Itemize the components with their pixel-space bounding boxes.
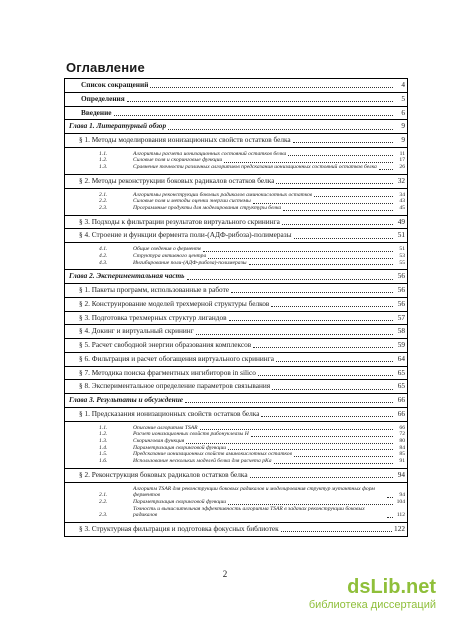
dot-leader [187, 279, 393, 280]
toc-entry-page: 6 [401, 107, 405, 117]
dot-leader [387, 517, 393, 518]
page-title: Оглавление [66, 60, 145, 75]
toc-entry-page: 94 [399, 492, 405, 499]
dot-leader [314, 196, 393, 197]
toc-row-sub [65, 253, 407, 260]
toc-entry-number: 1.2. [99, 157, 108, 164]
dot-leader [387, 497, 393, 498]
dot-leader [196, 334, 393, 335]
toc-entry-number: 1.5. [99, 451, 108, 458]
toc-entry-number: 1.1. [99, 150, 108, 157]
dot-leader [251, 436, 393, 437]
dot-leader [185, 402, 393, 403]
dot-leader [208, 258, 393, 259]
toc-row-sub [65, 422, 407, 432]
toc-entry-title: Алгоритм TSAR для реконструкции боковых радикалов и моделирования структур мутантных форм ферментов [133, 485, 375, 499]
toc-row-top [65, 93, 407, 107]
toc-row-section [65, 469, 407, 483]
toc-row-section [65, 408, 407, 422]
watermark-subtitle: библиотека диссертаций [308, 599, 436, 611]
toc-entry-number: 2.1. [99, 191, 108, 198]
toc-entry-page: 26 [399, 164, 405, 171]
toc-entry-title: Глава 3. Результаты и обсуждение [69, 396, 184, 405]
toc-entry-page: 84 [399, 444, 405, 451]
dot-leader [168, 129, 393, 130]
toc-entry-number: 2.2. [99, 198, 108, 205]
toc-entry-title: Алгоритмы расчета ионизационных состояний остатков белка [133, 150, 287, 157]
dot-leader [272, 389, 393, 390]
toc-row-top [65, 107, 407, 121]
dot-leader [288, 155, 393, 156]
dot-leader [276, 361, 393, 362]
toc-entry-page: 57 [397, 312, 405, 322]
toc-row-section [65, 523, 407, 537]
dot-leader [253, 203, 393, 204]
toc-entry-number: 4.1. [99, 246, 108, 253]
toc-entry-number: 1.3. [99, 164, 108, 171]
toc-entry-page: 91 [399, 458, 405, 465]
toc-entry-title: Определения [81, 94, 125, 103]
toc-row-sub [65, 506, 407, 523]
toc-row-sub [65, 198, 407, 205]
toc-entry-title: Скоринговая функция [133, 437, 185, 444]
dot-leader [282, 224, 393, 225]
toc-entry-title: § 7. Методика поиска фрагментных ингибиторов in silico [79, 368, 256, 377]
toc-entry-title: Использование нескольких моделей белка для расчета pKa [133, 458, 272, 465]
toc-entry-page: 94 [397, 469, 405, 479]
toc-row-section [65, 216, 407, 230]
toc-entry-title: Параметризация скоринговой функции [133, 444, 227, 451]
toc-entry-number: 2.2. [99, 498, 108, 505]
toc-entry-page: 11 [399, 150, 405, 157]
toc-row-section [65, 229, 407, 243]
toc-entry-page: 80 [399, 437, 405, 444]
toc-entry-page: 9 [401, 121, 405, 131]
dot-leader [261, 416, 393, 417]
toc-entry-title: § 4. Докинг и виртуальный скрининг [79, 327, 194, 336]
toc-row-section [65, 298, 407, 312]
toc-entry-page: 49 [397, 216, 405, 226]
toc-entry-title: § 1. Предсказания ионизационных свойств остатков белка [79, 409, 260, 418]
toc-entry-page: 59 [397, 340, 405, 350]
toc-row-sub [65, 148, 407, 158]
table-of-contents [64, 78, 408, 537]
toc-entry-page: 64 [397, 353, 405, 363]
toc-row-section [65, 325, 407, 339]
dot-leader [253, 347, 393, 348]
page-number: 2 [222, 569, 228, 579]
toc-entry-page: 66 [397, 395, 405, 405]
toc-entry-number: 2.1. [99, 492, 108, 499]
toc-row-sub [65, 499, 407, 506]
watermark-logo: dsLib.net [347, 576, 436, 598]
toc-entry-number: 1.1. [99, 424, 108, 431]
toc-entry-page: 112 [396, 512, 405, 519]
dot-leader [271, 306, 393, 307]
toc-entry-page: 65 [397, 367, 405, 377]
dot-leader [224, 162, 393, 163]
toc-entry-page: 55 [399, 259, 405, 266]
toc-entry-page: 56 [397, 298, 405, 308]
toc-entry-page: 32 [397, 175, 405, 185]
dot-leader [127, 101, 393, 102]
toc-entry-title: § 2. Методы реконструкции боковых радикалов остатков белка [79, 176, 275, 185]
toc-entry-title: § 3. Подходы к фильтрации результатов виртуального скрининга [79, 217, 280, 226]
toc-entry-page: 34 [399, 191, 405, 198]
toc-entry-page: 56 [397, 271, 405, 281]
toc-entry-title: Предсказание ионизационных свойств аминокислотных остатков [133, 451, 293, 458]
toc-entry-title: Сравнение точности различных алгоритмов предсказания ионизационных состояний остатков белка [133, 164, 377, 171]
dot-leader [281, 531, 392, 532]
dot-leader [114, 115, 393, 116]
toc-entry-title: Алгоритмы реконструкции боковых радикалов аминокислотных остатков [133, 191, 313, 198]
dot-leader [150, 87, 393, 88]
toc-entry-title: § 6. Фильтрация и расчет обогащения виртуального скрининга [79, 354, 274, 363]
toc-entry-number: 2.3. [99, 205, 108, 212]
toc-entry-page: 122 [394, 524, 405, 534]
toc-entry-number: 4.3. [99, 259, 108, 266]
dot-leader [294, 238, 393, 239]
dot-leader [250, 477, 393, 478]
toc-entry-title: Силовые поля и методы оценки энергии системы [133, 198, 251, 205]
toc-row-chapter [65, 120, 407, 134]
toc-entry-page: 66 [397, 408, 405, 418]
dot-leader [276, 183, 393, 184]
dot-leader [379, 169, 393, 170]
toc-entry-title: Глава 1. Литературный обзор [69, 122, 167, 131]
toc-entry-page: 9 [401, 135, 405, 144]
toc-entry-title: § 5. Расчет свободной энергии образования комплексов [79, 341, 252, 350]
toc-row-section [65, 175, 407, 189]
toc-entry-number: 2.3. [99, 512, 108, 519]
toc-row-sub [65, 438, 407, 445]
toc-row-sub [65, 451, 407, 458]
dot-leader [203, 251, 393, 252]
toc-row-sub [65, 243, 407, 253]
toc-row-section [65, 134, 407, 148]
toc-entry-page: 4 [401, 80, 405, 89]
toc-entry-page: 104 [396, 498, 405, 505]
toc-row-section [65, 353, 407, 367]
toc-entry-title: Структура активного центра [133, 252, 207, 259]
toc-entry-page: 56 [397, 285, 405, 295]
toc-entry-title: Описание алгоритма TSAR [133, 424, 198, 431]
toc-entry-title: Точность и вычислительная эффективность алгоритма TSAR в задачах реконструкции боковых радикалов [133, 505, 365, 519]
toc-entry-title: § 1. Пакеты программ, использованные в работе [79, 286, 230, 295]
toc-entry-title: Программные продукты для моделирования структуры белка [133, 205, 282, 212]
toc-entry-title: § 2. Конструирование моделей трехмерной структуры белков [79, 299, 270, 308]
toc-row-top [65, 79, 407, 93]
toc-entry-title: § 3. Подготовка трехмерных структур лигандов [79, 313, 227, 322]
toc-entry-page: 85 [399, 451, 405, 458]
dot-leader [258, 375, 393, 376]
toc-row-sub [65, 164, 407, 175]
toc-entry-page: 58 [397, 326, 405, 336]
toc-row-sub [65, 157, 407, 164]
toc-entry-title: § 2. Реконструкция боковых радикалов остатков белка [79, 470, 248, 479]
toc-row-section [65, 367, 407, 381]
toc-entry-title: Глава 2. Экспериментальная часть [69, 272, 185, 281]
toc-row-section [65, 339, 407, 353]
toc-entry-page: 17 [399, 157, 405, 164]
dot-leader [249, 264, 393, 265]
toc-entry-number: 1.6. [99, 458, 108, 465]
toc-row-sub [65, 205, 407, 216]
toc-entry-page: 72 [399, 431, 405, 438]
toc-row-section [65, 284, 407, 298]
toc-entry-page: 53 [399, 252, 405, 259]
toc-entry-title: § 3. Структурная фильтрация и подготовка фокусных библиотек [79, 525, 279, 534]
toc-entry-page: 43 [399, 198, 405, 205]
toc-entry-number: 1.2. [99, 431, 108, 438]
toc-row-sub [65, 260, 407, 271]
dot-leader [229, 320, 393, 321]
dot-leader [231, 292, 393, 293]
toc-entry-page: 65 [397, 381, 405, 391]
toc-entry-title: Расчет ионизационных свойств рибонуклеазы H [133, 431, 249, 438]
dot-leader [228, 449, 393, 450]
toc-entry-title: Параметризация скоринговой функции [133, 498, 227, 505]
toc-entry-page: 5 [401, 93, 405, 103]
toc-entry-number: 4.2. [99, 252, 108, 259]
toc-entry-title: Ингибирование поли-(АДФ-рибоза)-полимеразы [133, 259, 247, 266]
toc-entry-page: 66 [399, 424, 405, 431]
toc-row-chapter [65, 394, 407, 408]
toc-entry-title: § 8. Экспериментальное определение параметров связывания [79, 382, 271, 391]
toc-entry-title: § 1. Методы моделирования ионизационных свойств остатков белка [79, 136, 291, 144]
toc-row-section [65, 312, 407, 326]
toc-entry-number: 1.4. [99, 444, 108, 451]
watermark [309, 577, 436, 611]
toc-entry-page: 51 [397, 230, 405, 240]
dot-leader [274, 463, 393, 464]
toc-row-sub [65, 445, 407, 452]
dot-leader [293, 142, 393, 143]
toc-entry-title: Введение [81, 108, 112, 117]
dot-leader [294, 456, 393, 457]
toc-row-sub [65, 483, 407, 499]
toc-entry-title: Силовые поля и скоринговые функции [133, 157, 223, 164]
toc-row-chapter [65, 270, 407, 284]
toc-entry-page: 45 [399, 205, 405, 212]
toc-row-section [65, 380, 407, 394]
toc-entry-number: 1.3. [99, 437, 108, 444]
toc-row-sub [65, 189, 407, 199]
dot-leader [228, 504, 393, 505]
dot-leader [200, 429, 393, 430]
toc-row-sub [65, 458, 407, 469]
toc-entry-title: § 4. Строение и функции фермента поли-(АДФ-рибоза)-полимеразы [79, 231, 292, 240]
toc-entry-page: 51 [399, 246, 405, 253]
toc-entry-title: Список сокращений [81, 81, 149, 89]
dot-leader [186, 443, 393, 444]
dot-leader [283, 210, 393, 211]
toc-row-sub [65, 431, 407, 438]
toc-entry-title: Общие сведения о ферменте [133, 246, 202, 253]
